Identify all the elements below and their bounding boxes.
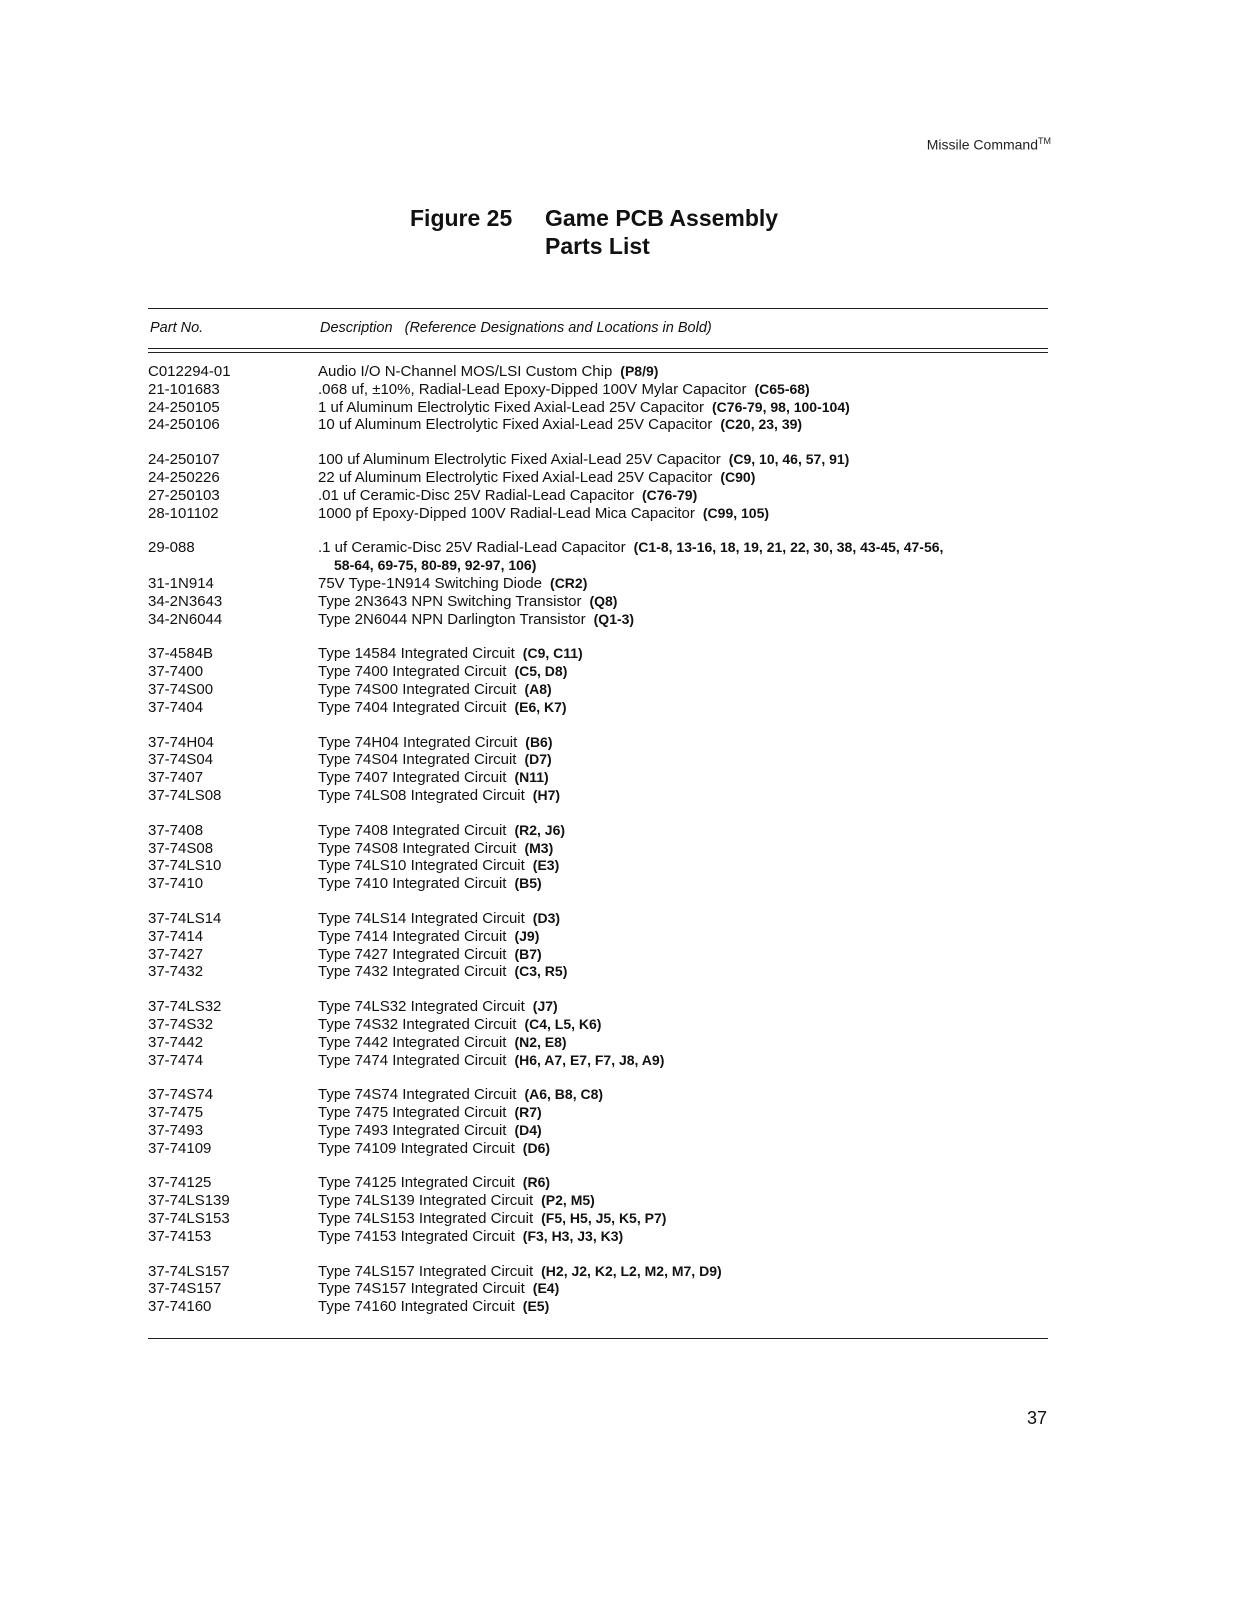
reference-designation: (D4) [514, 1121, 542, 1138]
reference-designation: (R7) [514, 1104, 542, 1121]
part-description-cell [318, 751, 1048, 769]
part-description-cell [318, 645, 1048, 663]
part-description-cell [318, 998, 1048, 1016]
part-number: 37-7427 [148, 945, 204, 963]
part-number: 37-74109 [148, 1139, 212, 1157]
column-header-part-no: Part No. [150, 320, 204, 336]
part-number: 34-2N3643 [148, 592, 223, 610]
part-number: 37-74160 [148, 1298, 212, 1316]
figure-number: Figure 25 [410, 205, 513, 231]
part-description: Type 14584 Integrated Circuit [318, 645, 515, 663]
reference-designation: (N11) [514, 769, 549, 786]
title-line-2: Parts List [545, 233, 650, 259]
table-row [148, 699, 1048, 717]
part-description-cell [318, 399, 1048, 417]
reference-designation: (B7) [514, 945, 542, 962]
part-number: 37-4584B [148, 645, 214, 663]
part-number: 37-74S157 [148, 1280, 222, 1298]
part-number: 21-101683 [148, 380, 220, 398]
table-row [148, 593, 1048, 611]
part-number: 31-1N914 [148, 574, 214, 592]
parts-group [148, 1174, 1048, 1245]
part-description-cell [318, 875, 1048, 893]
part-description-cell [318, 593, 1048, 611]
part-description: Type 74S32 Integrated Circuit [318, 1015, 517, 1033]
part-number: 37-74LS10 [148, 857, 222, 875]
reference-designation: (H2, J2, K2, L2, M2, M7, D9) [541, 1262, 722, 1279]
reference-designation: (D7) [524, 751, 552, 768]
part-description: Type 74109 Integrated Circuit [318, 1139, 515, 1157]
part-description: Type 74S157 Integrated Circuit [318, 1280, 525, 1298]
reference-designation: (P2, M5) [541, 1192, 595, 1209]
part-description-cell [318, 575, 1048, 593]
reference-designation: (F3, H3, J3, K3) [522, 1227, 624, 1244]
parts-group [148, 645, 1048, 716]
trademark-mark: TM [1038, 136, 1051, 146]
reference-designation: (Q1-3) [593, 610, 635, 627]
table-row [148, 1034, 1048, 1052]
reference-designation: (E4) [532, 1280, 560, 1297]
reference-designation: (R2, J6) [514, 821, 566, 838]
part-description-cell [318, 416, 1048, 434]
reference-designation: (C76-79) [641, 486, 698, 503]
part-description: 10 uf Aluminum Electrolytic Fixed Axial-Lead 25V Capacitor [318, 416, 713, 434]
part-number: 37-7414 [148, 927, 204, 945]
part-number: 37-7404 [148, 698, 204, 716]
reference-designation: (R6) [522, 1174, 551, 1191]
part-description-cell [318, 822, 1048, 840]
part-description: Type 74LS153 Integrated Circuit [318, 1210, 534, 1228]
part-description: Type 7410 Integrated Circuit [318, 875, 507, 893]
part-description-cell [318, 663, 1048, 681]
reference-designation: (C9, 10, 46, 57, 91) [728, 451, 850, 468]
part-number: 24-250106 [148, 416, 220, 434]
part-description: 1000 pf Epoxy-Dipped 100V Radial-Lead Mica Capacitor [318, 504, 695, 522]
table-row [148, 857, 1048, 875]
part-description: Type 7475 Integrated Circuit [318, 1104, 507, 1122]
table-row [148, 1140, 1048, 1158]
table-header-rule-2 [148, 352, 1048, 353]
part-description-cell [318, 1192, 1048, 1210]
part-description: Type 74LS10 Integrated Circuit [318, 857, 525, 875]
table-row [148, 734, 1048, 752]
parts-group [148, 910, 1048, 981]
reference-designation: (A8) [524, 680, 552, 697]
reference-designation: (C4, L5, K6) [524, 1015, 602, 1032]
part-description: Type 7442 Integrated Circuit [318, 1033, 507, 1051]
reference-designation: (A6, B8, C8) [524, 1086, 604, 1103]
part-number: 37-7408 [148, 821, 204, 839]
part-description: Type 74LS14 Integrated Circuit [318, 909, 525, 927]
reference-designation: (C76-79, 98, 100-104) [712, 398, 850, 415]
part-number: 37-74LS32 [148, 998, 222, 1016]
table-row [148, 1122, 1048, 1140]
part-description-cell [318, 1016, 1048, 1034]
table-row [148, 1298, 1048, 1316]
part-description-cell [318, 787, 1048, 805]
running-title: Missile Command [926, 136, 1038, 153]
reference-designation: (C65-68) [754, 380, 810, 397]
table-row [148, 681, 1048, 699]
parts-group [148, 539, 1048, 628]
part-description: Type 74160 Integrated Circuit [318, 1298, 515, 1316]
table-row [148, 611, 1048, 629]
part-number: 37-74LS157 [148, 1262, 230, 1280]
part-number: 24-250107 [148, 451, 220, 469]
part-description: Type 7493 Integrated Circuit [318, 1121, 507, 1139]
reference-designation-continued: 58-64, 69-75, 80-89, 92-97, 106) [334, 557, 537, 574]
reference-designation: (D3) [532, 909, 561, 926]
page-number: 37 [1026, 1408, 1047, 1428]
running-header [927, 136, 1051, 153]
part-description-cell [318, 487, 1048, 505]
part-description: Type 74H04 Integrated Circuit [318, 733, 518, 751]
part-number: 37-74LS08 [148, 786, 222, 804]
part-number: 24-250105 [148, 398, 220, 416]
reference-designation: (M3) [524, 839, 554, 856]
part-number: 37-7442 [148, 1033, 204, 1051]
part-description: 22 uf Aluminum Electrolytic Fixed Axial-Lead 25V Capacitor [318, 468, 713, 486]
part-description-cell [318, 857, 1048, 875]
table-row [148, 1174, 1048, 1192]
part-description: Type 74LS139 Integrated Circuit [318, 1192, 534, 1210]
part-description-cell [318, 1086, 1048, 1104]
title-main: Game PCB Assembly [545, 205, 779, 231]
part-description-cell [318, 611, 1048, 629]
part-number: 37-74153 [148, 1227, 212, 1245]
part-description: Type 74S08 Integrated Circuit [318, 839, 517, 857]
table-row [148, 998, 1048, 1016]
table-bottom-rule [148, 1338, 1048, 1339]
part-description: Type 74153 Integrated Circuit [318, 1227, 515, 1245]
parts-group [148, 734, 1048, 805]
part-description-cell [318, 363, 1048, 381]
part-description: Type 7427 Integrated Circuit [318, 945, 507, 963]
part-number: 37-7400 [148, 663, 204, 681]
part-number: 37-74LS139 [148, 1192, 230, 1210]
reference-designation: (C1-8, 13-16, 18, 19, 21, 22, 30, 38, 43-45, 47-56, [633, 539, 944, 556]
parts-list [148, 363, 1048, 1333]
reference-designation: (C99, 105) [702, 504, 770, 521]
part-description: .1 uf Ceramic-Disc 25V Radial-Lead Capacitor [318, 539, 626, 557]
part-description-cell [318, 1174, 1048, 1192]
table-row [148, 663, 1048, 681]
table-row [148, 1263, 1048, 1281]
reference-designation: (C20, 23, 39) [720, 416, 803, 433]
reference-designation: (C90) [720, 468, 756, 485]
part-number: 37-7493 [148, 1121, 204, 1139]
table-row [148, 1016, 1048, 1034]
table-top-rule [148, 308, 1048, 309]
part-description-cell [318, 469, 1048, 487]
title-line-1 [410, 204, 778, 232]
table-row [148, 451, 1048, 469]
table-row [148, 822, 1048, 840]
part-number: 37-7432 [148, 963, 204, 981]
part-description: Audio I/O N-Channel MOS/LSI Custom Chip [318, 363, 613, 380]
reference-designation: (E6, K7) [514, 698, 567, 715]
part-number: 37-7407 [148, 769, 204, 787]
reference-designation: (CR2) [550, 574, 588, 591]
table-row [148, 1052, 1048, 1070]
part-description: 100 uf Aluminum Electrolytic Fixed Axial-Lead 25V Capacitor [318, 451, 721, 469]
part-number: 37-7474 [148, 1051, 204, 1069]
part-description: Type 7408 Integrated Circuit [318, 821, 507, 839]
parts-group [148, 451, 1048, 522]
part-number: 37-74S00 [148, 680, 214, 698]
table-row [148, 910, 1048, 928]
table-row [148, 1192, 1048, 1210]
parts-group [148, 363, 1048, 434]
table-row [148, 1210, 1048, 1228]
part-description-cell [318, 699, 1048, 717]
part-number: 34-2N6044 [148, 610, 223, 628]
part-description-cell [318, 769, 1048, 787]
table-row [148, 787, 1048, 805]
table-row [148, 469, 1048, 487]
reference-designation: (F5, H5, J5, K5, P7) [541, 1210, 667, 1227]
part-number: 37-74S74 [148, 1086, 214, 1104]
part-description: Type 74S74 Integrated Circuit [318, 1086, 517, 1104]
reference-designation: (C3, R5) [514, 963, 568, 980]
part-description: Type 7432 Integrated Circuit [318, 963, 507, 981]
part-description-cell [318, 963, 1048, 981]
part-number: 37-74125 [148, 1174, 212, 1192]
part-description-cell [318, 1104, 1048, 1122]
part-description-cell [318, 1122, 1048, 1140]
part-description-cell [318, 734, 1048, 752]
reference-designation: (P8/9) [620, 363, 659, 379]
part-description-cell [318, 1298, 1048, 1316]
table-row [148, 416, 1048, 434]
part-number: 24-250226 [148, 468, 220, 486]
part-description-cell [318, 1052, 1048, 1070]
part-description: Type 74LS157 Integrated Circuit [318, 1262, 534, 1280]
part-description-cell [318, 1280, 1048, 1298]
table-row [148, 769, 1048, 787]
figure-title [410, 204, 778, 260]
table-row [148, 963, 1048, 981]
parts-group [148, 1086, 1048, 1157]
part-description: .068 uf, ±10%, Radial-Lead Epoxy-Dipped 100V Mylar Capacitor [318, 380, 747, 398]
table-row [148, 1280, 1048, 1298]
part-description: Type 74125 Integrated Circuit [318, 1174, 515, 1192]
part-description-cell [318, 1034, 1048, 1052]
part-number: 37-74H04 [148, 733, 214, 751]
reference-designation: (J7) [532, 998, 558, 1015]
part-number: 29-088 [148, 539, 195, 557]
reference-designation: (N2, E8) [514, 1033, 567, 1050]
part-description-cell [318, 505, 1048, 523]
table-header-rule-1 [148, 348, 1048, 349]
table-row [148, 381, 1048, 399]
table-row [148, 575, 1048, 593]
parts-group [148, 822, 1048, 893]
part-number: 37-74S32 [148, 1015, 214, 1033]
table-row [148, 1086, 1048, 1104]
part-description: Type 7404 Integrated Circuit [318, 698, 507, 716]
table-row [148, 1228, 1048, 1246]
reference-designation: (C9, C11) [522, 645, 583, 662]
part-number: 37-74S04 [148, 751, 214, 769]
part-description-cell [318, 910, 1048, 928]
reference-designation: (H7) [532, 786, 561, 803]
reference-designation: (Q8) [589, 592, 618, 609]
table-row [148, 645, 1048, 663]
part-number: 37-74LS14 [148, 909, 222, 927]
part-description: Type 2N6044 NPN Darlington Transistor [318, 610, 586, 628]
part-number: 37-7410 [148, 875, 204, 893]
part-description-cell [318, 1140, 1048, 1158]
part-number: 37-74S08 [148, 839, 214, 857]
table-row [148, 751, 1048, 769]
part-number: 27-250103 [148, 486, 220, 504]
part-description: Type 74LS32 Integrated Circuit [318, 998, 525, 1016]
part-description-cell [318, 1228, 1048, 1246]
part-description-cell [318, 451, 1048, 469]
part-description: Type 7400 Integrated Circuit [318, 663, 507, 681]
table-row [148, 840, 1048, 858]
part-description: Type 7407 Integrated Circuit [318, 769, 507, 787]
part-description: 1 uf Aluminum Electrolytic Fixed Axial-Lead 25V Capacitor [318, 398, 705, 416]
table-row [148, 505, 1048, 523]
part-number: 37-74LS153 [148, 1210, 230, 1228]
parts-group [148, 998, 1048, 1069]
part-description: Type 2N3643 NPN Switching Transistor [318, 592, 582, 610]
part-description-cell [318, 1210, 1048, 1228]
part-description-cell [318, 1263, 1048, 1281]
reference-designation: (E3) [532, 857, 560, 874]
table-row [148, 487, 1048, 505]
table-row [148, 539, 1048, 575]
part-description-cell [318, 840, 1048, 858]
part-number: 37-7475 [148, 1104, 204, 1122]
table-row [148, 399, 1048, 417]
part-description: Type 74S00 Integrated Circuit [318, 680, 517, 698]
reference-designation: (B5) [514, 875, 542, 892]
part-description-cell [318, 681, 1048, 699]
description-note: (Reference Designations and Locations in Bold) [404, 320, 712, 336]
part-number: C012294-01 [148, 363, 231, 380]
table-row [148, 363, 1048, 381]
reference-designation: (C5, D8) [514, 663, 568, 680]
part-description: 75V Type-1N914 Switching Diode [318, 574, 543, 592]
part-description: Type 7474 Integrated Circuit [318, 1051, 507, 1069]
part-description: Type 74S04 Integrated Circuit [318, 751, 517, 769]
part-description-cell [318, 539, 1048, 575]
part-description: Type 7414 Integrated Circuit [318, 927, 507, 945]
part-number: 28-101102 [148, 504, 219, 522]
reference-designation: (H6, A7, E7, F7, J8, A9) [514, 1051, 665, 1068]
column-header-description [320, 320, 712, 336]
table-row [148, 946, 1048, 964]
part-description: .01 uf Ceramic-Disc 25V Radial-Lead Capacitor [318, 486, 634, 504]
table-row [148, 928, 1048, 946]
part-description: Type 74LS08 Integrated Circuit [318, 786, 525, 804]
parts-group [148, 1263, 1048, 1316]
reference-designation: (J9) [514, 927, 540, 944]
description-label: Description [320, 320, 393, 336]
table-row [148, 1104, 1048, 1122]
part-description-cell [318, 381, 1048, 399]
reference-designation: (D6) [522, 1139, 551, 1156]
reference-designation: (B6) [525, 733, 553, 750]
reference-designation: (E5) [522, 1298, 550, 1315]
table-row [148, 875, 1048, 893]
part-description-cell [318, 928, 1048, 946]
part-description-cell [318, 946, 1048, 964]
